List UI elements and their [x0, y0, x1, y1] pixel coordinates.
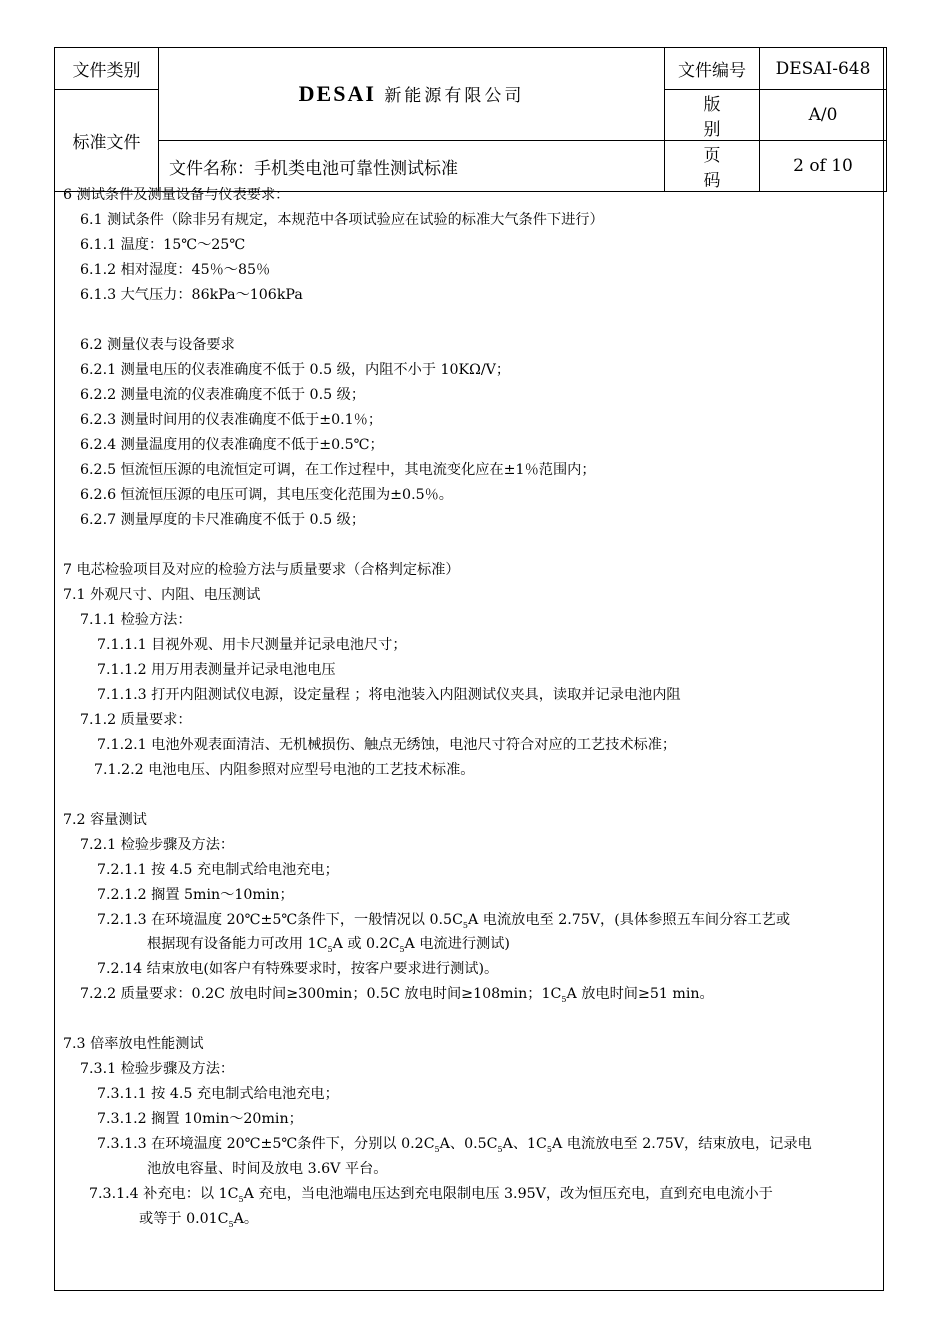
line-7-1-2: 7.1.2 质量要求：	[80, 712, 192, 728]
line-7-3-1: 7.3.1 检验步骤及方法：	[80, 1061, 235, 1077]
company-name: DESAI 新能源有限公司	[159, 48, 665, 141]
line-7-1: 7.1 外观尺寸、内阻、电压测试	[63, 587, 261, 603]
line-7-3-1-4: 7.3.1.4 补充电：以 $1C_5A$ 充电，当电池端电压达到充电限制电压 3.95V，改为恒压充电，直到充电电流小于	[89, 1186, 773, 1204]
line-6-1-3: 6.1.3 大气压力：86kPa～106kPa	[80, 287, 303, 303]
line-6-1-2: 6.1.2 相对湿度：45％～85％	[80, 262, 271, 278]
document-header-table	[54, 47, 887, 192]
line-6-2-5: 6.2.5 恒流恒压源的电流恒定可调，在工作过程中，其电流变化应在±1％范围内；	[80, 462, 596, 478]
company-brand: DESAI	[298, 81, 376, 106]
file-no-value: DESAI-648	[760, 48, 887, 90]
line-6-2-1: 6.2.1 测量电压的仪表准确度不低于 0.5 级，内阻不小于 10KΩ/V；	[80, 362, 511, 378]
line-7-1-1: 7.1.1 检验方法：	[80, 612, 192, 628]
category-value: 标准文件	[55, 90, 159, 192]
line-7-2-1: 7.2.1 检验步骤及方法：	[80, 837, 235, 853]
file-no-label: 文件编号	[665, 48, 760, 90]
line-7-3-1-2: 7.3.1.2 搁置 10min～20min；	[97, 1111, 303, 1127]
line-7-1-2-1: 7.1.2.1 电池外观表面清洁、无机械损伤、触点无绣蚀，电池尺寸符合对应的工艺技术标准；	[97, 737, 677, 753]
line-7-2-2: 7.2.2 质量要求：0.2C 放电时间≥300min；0.5C 放电时间≥108min；$1C_5A$ 放电时间≥51 min。	[80, 986, 714, 1004]
line-7-1-2-2: 7.1.2.2 电池电压、内阻参照对应型号电池的工艺技术标准。	[94, 762, 475, 778]
line-7-3-1-1: 7.3.1.1 按 4.5 充电制式给电池充电；	[97, 1086, 339, 1102]
page-number: 2 of 10	[760, 141, 887, 192]
line-6-1: 6.1 测试条件（除非另有规定，本规范中各项试验应在试验的标准大气条件下进行）	[80, 212, 604, 228]
version-label: 版 别	[665, 90, 760, 141]
version-value: A/0	[760, 90, 887, 141]
category-label: 文件类别	[55, 48, 159, 90]
line-7-2-14: 7.2.14 结束放电(如客户有特殊要求时，按客户要求进行测试)。	[97, 961, 499, 977]
line-6-2: 6.2 测量仪表与设备要求	[80, 337, 235, 353]
line-7-1-1-3: 7.1.1.3 打开内阻测试仪电源，设定量程 ；将电池装入内阻测试仪夹具，读取并记录电池内阻	[97, 687, 681, 703]
file-name: 文件名称：手机类电池可靠性测试标准	[159, 141, 665, 192]
line-6-2-4: 6.2.4 测量温度用的仪表准确度不低于±0.5℃；	[80, 437, 384, 453]
line-7-1-1-2: 7.1.1.2 用万用表测量并记录电池电压	[97, 662, 336, 678]
heading-7: 7 电芯检验项目及对应的检验方法与质量要求（合格判定标准）	[63, 562, 460, 578]
line-7-3-1-3: 7.3.1.3 在环境温度 20℃±5℃条件下，分别以 $0.2C_5A$、$0.5C_5A$、$1C_5A$ 电流放电至 2.75V，结束放电，记录电	[97, 1136, 812, 1154]
line-7-3-1-3-cont: 池放电容量、时间及放电 3.6V 平台。	[147, 1161, 388, 1177]
line-6-2-7: 6.2.7 测量厚度的卡尺准确度不低于 0.5 级；	[80, 512, 366, 528]
line-6-2-2: 6.2.2 测量电流的仪表准确度不低于 0.5 级；	[80, 387, 366, 403]
line-7-3-1-4-cont: 或等于 $0.01C_5A$。	[139, 1211, 259, 1229]
line-6-2-6: 6.2.6 恒流恒压源的电压可调，其电压变化范围为±0.5％。	[80, 487, 453, 503]
line-6-2-3: 6.2.3 测量时间用的仪表准确度不低于±0.1％；	[80, 412, 383, 428]
line-7-2-1-3-cont: 根据现有设备能力可改用 $1C_5A$ 或 $0.2C_5A$ 电流进行测试)	[147, 936, 510, 954]
line-6-1-1: 6.1.1 温度：15℃～25℃	[80, 237, 246, 253]
line-7-2-1-3: 7.2.1.3 在环境温度 20℃±5℃条件下，一般情况以 $0.5C_5A$ 电流放电至 2.75V，(具体参照五车间分容工艺或	[97, 912, 791, 930]
line-7-2-1-1: 7.2.1.1 按 4.5 充电制式给电池充电；	[97, 862, 339, 878]
line-7-2: 7.2 容量测试	[63, 812, 147, 828]
line-7-2-1-2: 7.2.1.2 搁置 5min～10min；	[97, 887, 294, 903]
heading-6: 6 测试条件及测量设备与仪表要求：	[63, 187, 290, 203]
line-7-1-1-1: 7.1.1.1 目视外观、用卡尺测量并记录电池尺寸；	[97, 637, 407, 653]
line-7-3: 7.3 倍率放电性能测试	[63, 1036, 204, 1052]
page-label: 页 码	[665, 141, 760, 192]
